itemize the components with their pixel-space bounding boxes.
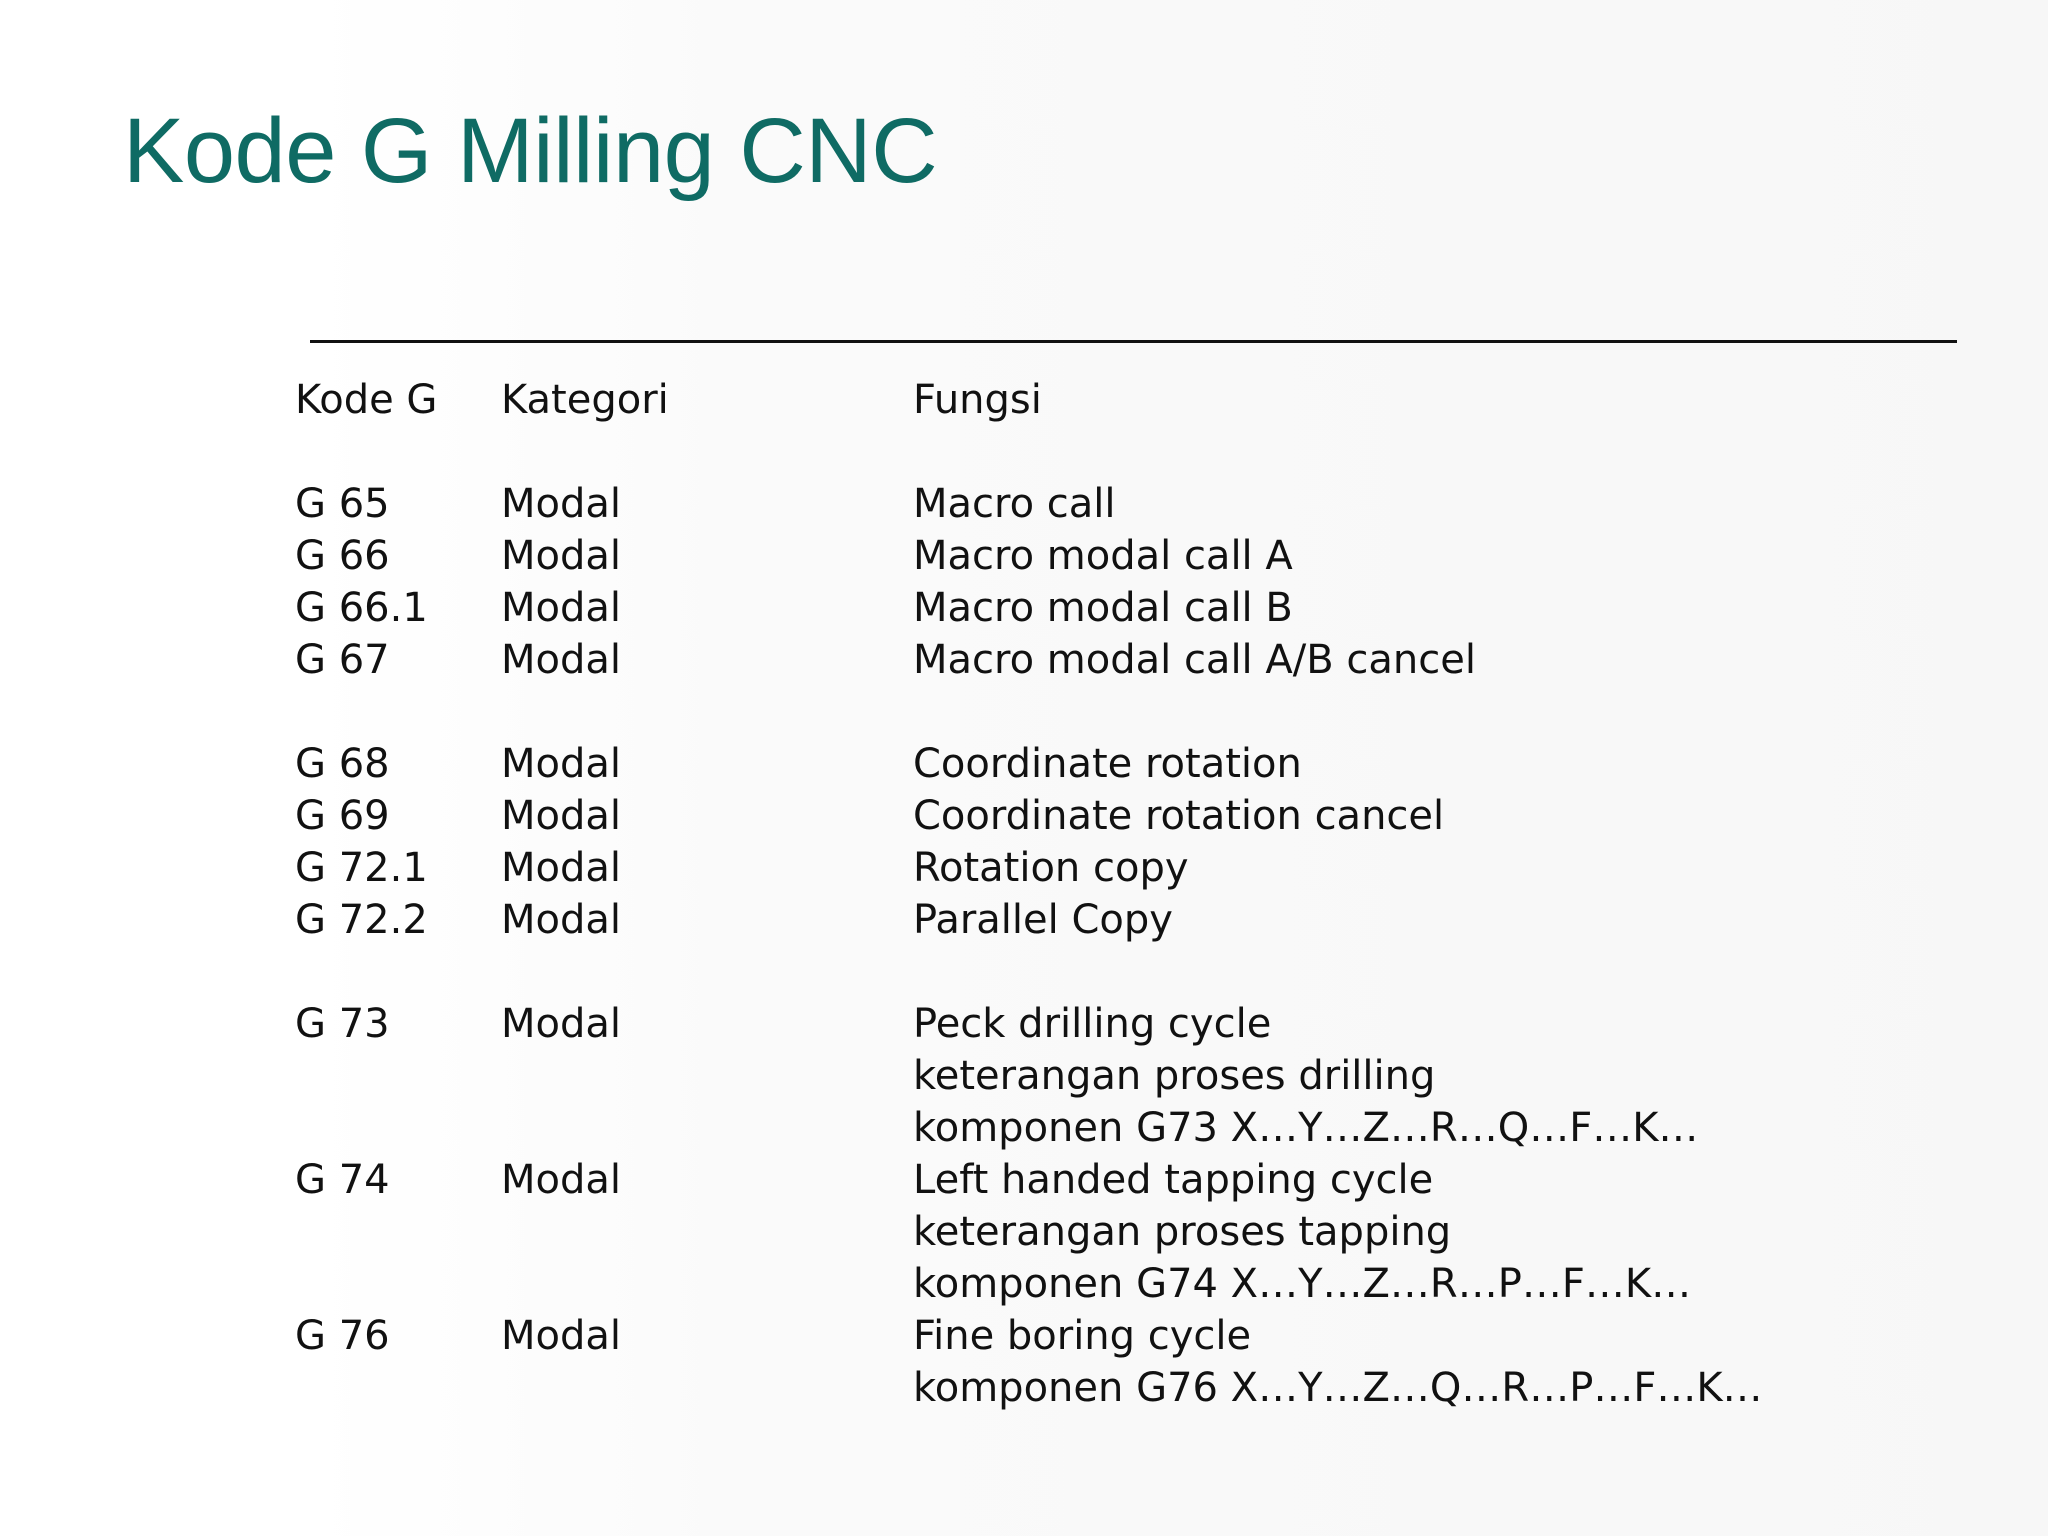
category: Modal (501, 1001, 621, 1047)
function-line: komponen G76 X…Y…Z…Q…R…P…F…K… (913, 1365, 1763, 1411)
category: Modal (501, 637, 621, 683)
function-line: Fine boring cycle (913, 1313, 1252, 1359)
g-code: G 66.1 (295, 585, 428, 631)
function-line: Parallel Copy (913, 897, 1173, 943)
table-row (295, 998, 1855, 1154)
table-row (295, 1310, 1855, 1414)
table-row (295, 790, 1855, 842)
function (913, 738, 1813, 790)
category: Modal (501, 1313, 621, 1359)
function (913, 634, 1813, 686)
g-code: G 72.2 (295, 897, 428, 943)
function (913, 478, 1813, 530)
table-row (295, 478, 1855, 530)
category: Modal (501, 481, 621, 527)
table-row (295, 634, 1855, 686)
category: Modal (501, 585, 621, 631)
g-code: G 65 (295, 481, 390, 527)
g-code: G 69 (295, 793, 390, 839)
function (913, 842, 1813, 894)
function-line: Coordinate rotation (913, 741, 1302, 787)
function-line: Macro modal call B (913, 585, 1293, 631)
category: Modal (501, 793, 621, 839)
header-function: Fungsi (913, 377, 1042, 423)
function (913, 894, 1813, 946)
category: Modal (501, 533, 621, 579)
g-code: G 73 (295, 1001, 390, 1047)
table-row (295, 842, 1855, 894)
category: Modal (501, 741, 621, 787)
function-line: keterangan proses tapping (913, 1209, 1452, 1255)
g-code: G 68 (295, 741, 390, 787)
table-row (295, 582, 1855, 634)
function (913, 790, 1813, 842)
g-code: G 67 (295, 637, 390, 683)
category: Modal (501, 845, 621, 891)
function (913, 1154, 1813, 1310)
slide-title: Kode G Milling CNC (123, 100, 938, 202)
header-divider (310, 340, 1957, 343)
category: Modal (501, 1157, 621, 1203)
function-line: Peck drilling cycle (913, 1001, 1272, 1047)
function (913, 998, 1813, 1154)
category: Modal (501, 897, 621, 943)
g-code: G 72.1 (295, 845, 428, 891)
function (913, 1310, 1813, 1414)
table-row (295, 530, 1855, 582)
function-line: Left handed tapping cycle (913, 1157, 1434, 1203)
function (913, 582, 1813, 634)
g-code: G 66 (295, 533, 390, 579)
function-line: Macro modal call A (913, 533, 1293, 579)
g-code: G 76 (295, 1313, 390, 1359)
function-line: komponen G73 X…Y…Z…R…Q…F…K… (913, 1105, 1699, 1151)
table-row (295, 1154, 1855, 1310)
function-line: komponen G74 X…Y…Z…R…P…F…K… (913, 1261, 1692, 1307)
header-category: Kategori (501, 377, 669, 423)
table-row (295, 894, 1855, 946)
function-line: Coordinate rotation cancel (913, 793, 1445, 839)
table-header-row (295, 374, 1855, 426)
function (913, 530, 1813, 582)
function-line: Macro call (913, 481, 1116, 527)
function-line: Rotation copy (913, 845, 1189, 891)
g-code-table (295, 374, 1855, 1414)
g-code: G 74 (295, 1157, 390, 1203)
table-row (295, 738, 1855, 790)
function-line: Macro modal call A/B cancel (913, 637, 1476, 683)
function-line: keterangan proses drilling (913, 1053, 1436, 1099)
header-code: Kode G (295, 377, 438, 423)
